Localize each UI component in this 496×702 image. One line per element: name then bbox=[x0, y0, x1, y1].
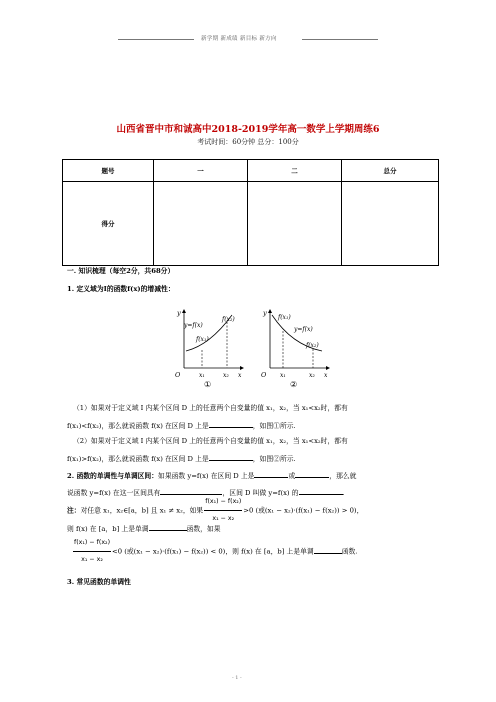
item1-heading: 1. 定义域为I的函数f(x)的增减性： bbox=[67, 285, 175, 293]
fig2-y-label: y bbox=[263, 309, 267, 317]
fig2-caption: ② bbox=[290, 380, 298, 389]
fig1-x2-label: x₂ bbox=[223, 372, 229, 379]
fig2-x2-label: x₂ bbox=[309, 372, 315, 379]
fig2-fx2-label: f(x₂) bbox=[306, 342, 319, 349]
document-title: 山西省晋中市和诚高中2018-2019学年高一数学上学期周练6 bbox=[116, 124, 380, 135]
note-text-c: 则 f(x) 在 [a，b] 上是单调 bbox=[67, 525, 149, 533]
score-header-total: 总分 bbox=[342, 160, 439, 182]
para1-tail: ，如图①所示. bbox=[252, 422, 296, 430]
fig1-fx-label: y=f(x) bbox=[184, 322, 203, 329]
score-cell-part2[interactable] bbox=[248, 182, 342, 266]
fig1-x-label: x bbox=[238, 372, 242, 379]
fraction-2-numerator: f(x₁) − f(x₂) bbox=[73, 535, 111, 552]
para2-line1: （2）如果对于定义域 I 内某个区间 D 上的任意两个自变量的值 x₁，x₂，当 x₁<x₂时，都有 bbox=[73, 437, 348, 445]
item3-heading: 3. 常见函数的单调性 bbox=[67, 578, 131, 586]
fig2-x-label: x bbox=[324, 372, 328, 379]
item2-text-a: 如果函数 y=f(x) 在区间 D 上是 bbox=[158, 472, 255, 480]
note-heading: 注： bbox=[67, 506, 81, 515]
header-rule-right bbox=[302, 39, 378, 40]
note-text-e: <0 (或(x₁ − x₂)·(f(x₁) − f(x₂)) < 0)，则 f(x) 在 [a，b] 上是单调 bbox=[112, 547, 314, 556]
note-text-f: 函数. bbox=[341, 547, 358, 556]
note-line2 bbox=[67, 523, 221, 534]
blank-item2-2[interactable] bbox=[295, 470, 329, 478]
note-text-a: 对任意 x₁，x₂∈[a，b] 且 x₁ ≠ x₂，如果 bbox=[80, 506, 204, 515]
para2-line2 bbox=[67, 453, 296, 464]
fraction-1-denominator: x₁ − x₂ bbox=[212, 515, 235, 522]
fig1-fx2-label: f(x₂) bbox=[222, 316, 235, 323]
item2-heading: 2. 函数的单调性与单调区间： bbox=[67, 472, 159, 480]
item2-text-e: . bbox=[342, 489, 345, 497]
score-header-item: 题号 bbox=[63, 160, 154, 182]
blank-note-2[interactable] bbox=[314, 546, 342, 554]
fraction-2-denominator: x₁ − x₂ bbox=[81, 556, 103, 563]
item2-text-b: ，那么就 bbox=[329, 472, 357, 480]
score-cell-total[interactable] bbox=[342, 182, 439, 266]
para2-text: f(x₁)>f(x₂)，那么就说函数 f(x) 在区间 D 上是 bbox=[67, 455, 209, 463]
fig1-origin-label: O bbox=[175, 371, 181, 379]
item2-or: 或 bbox=[288, 472, 296, 480]
fraction-1-numerator: f(x₁) − f(x₂) bbox=[204, 494, 242, 511]
fig1-x1-label: x₁ bbox=[199, 372, 205, 379]
fig2-origin-label: O bbox=[261, 371, 267, 379]
blank-item2-1[interactable] bbox=[254, 470, 288, 478]
note-line3 bbox=[72, 535, 357, 568]
score-header-part2: 二 bbox=[248, 160, 342, 182]
page-number: - 1 - bbox=[232, 675, 242, 681]
header-rule-left bbox=[118, 39, 194, 40]
note-text-d: 函数，如果 bbox=[186, 525, 221, 533]
score-table bbox=[62, 159, 439, 266]
figure-decreasing bbox=[258, 307, 333, 382]
section1-heading: 一. 知识梳理（每空2分，共68分） bbox=[67, 267, 175, 275]
blank-increasing[interactable] bbox=[209, 420, 253, 428]
note-text-b: >0 (或(x₁ − x₂)·(f(x₁) − f(x₂)) > 0)， bbox=[243, 506, 364, 515]
item2-text-c: 说函数 y=f(x) 在这一区间具有 bbox=[67, 489, 161, 497]
fig1-y-label: y bbox=[177, 309, 181, 317]
note-fraction-2 bbox=[73, 535, 111, 568]
item2-line1 bbox=[67, 470, 356, 481]
header-banner: 新学期 新成绩 新目标 新方向 bbox=[201, 36, 277, 42]
item2-text-d: ，区间 D 叫做 y=f(x) 的 bbox=[222, 489, 299, 497]
fig1-fx1-label: f(x₁) bbox=[196, 336, 209, 343]
score-row-label: 得分 bbox=[63, 182, 154, 266]
figure-increasing bbox=[172, 307, 247, 382]
para1-line2 bbox=[67, 420, 296, 431]
para1-line1: （1）如果对于定义域 I 内某个区间 D 上的任意两个自变量的值 x₁，x₂，当 x₁<x₂时，都有 bbox=[73, 404, 348, 412]
fig2-x1-label: x₁ bbox=[280, 372, 286, 379]
score-header-part1: 一 bbox=[154, 160, 248, 182]
fig2-fx-label: y=f(x) bbox=[294, 326, 313, 333]
score-cell-part1[interactable] bbox=[154, 182, 248, 266]
para1-text: f(x₁)<f(x₂)，那么就说函数 f(x) 在区间 D 上是 bbox=[67, 422, 209, 430]
blank-note-1[interactable] bbox=[149, 523, 187, 531]
para2-tail: ，如图②所示. bbox=[252, 455, 296, 463]
fig1-caption: ① bbox=[204, 380, 212, 389]
fig2-fx1-label: f(x₁) bbox=[278, 314, 291, 321]
document-subtitle: 考试时间：60分钟 总分：100分 bbox=[197, 138, 299, 146]
blank-decreasing[interactable] bbox=[209, 453, 253, 461]
